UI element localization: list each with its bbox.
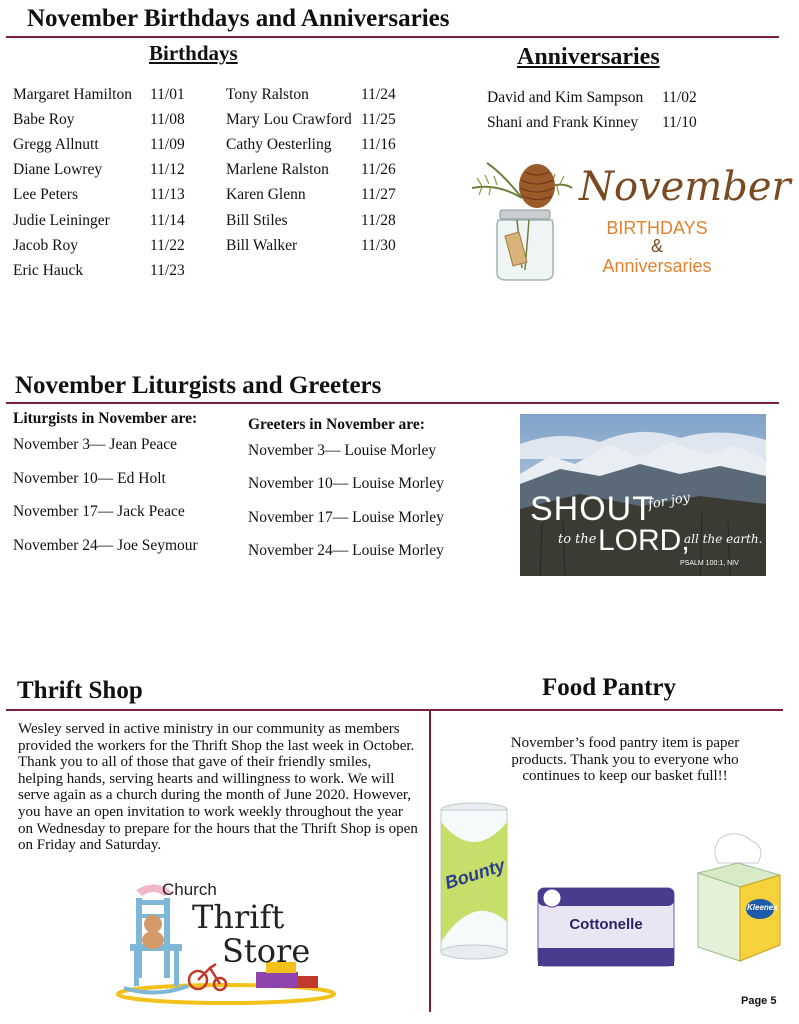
list-item [226,86,396,104]
list-item [226,186,396,204]
logo-church-text: Church [162,880,217,899]
list-item: November 10— Louise Morley [248,475,444,493]
list-item [226,161,396,179]
person-name: Cathy Oesterling [226,136,332,154]
person-name: Karen Glenn [226,186,306,204]
graphic-anniversaries-label: Anniversaries [602,256,712,276]
list-item [226,236,396,255]
shout-for-joy-image [520,414,766,576]
person-name: Eric Hauck [13,261,84,279]
date-value: 11/28 [361,211,396,229]
person-name: Marlene Ralston [226,161,329,179]
bounty-paper-towel-image [438,802,510,960]
kleenex-label: Kleenex [747,903,778,912]
graphic-ampersand: & [650,236,663,256]
date-value: 11/30 [361,236,396,254]
date-value: 11/02 [662,89,697,106]
thrift-shop-title: Thrift Shop [17,677,143,704]
logo-store-text: Store [222,932,311,970]
list-item: November 3— Louise Morley [248,442,437,459]
cottonelle-image [536,882,676,968]
thrift-shop-paragraph: Wesley served in active ministry in our community as members provided the workers for the Thrift Shop the last week in October. Thank you to all of those that gave of their friendly smiles, helping hands, serving hearts and willingness to work. We will serve again as a church during the month of June 2020. However, you have an open invitation to work weekly throughout the year on Wednesday to prepare for the hours that the Thrift Shop is open on Friday and Saturday. [18,721,418,854]
bottom-divider [6,709,783,711]
liturgists-heading: Liturgists in November are: [13,410,198,427]
date-value: 11/01 [150,86,185,103]
food-pantry-paragraph: November’s food pantry item is paper products. Thank you to everyone who continues to keep our basket full!! [510,735,740,785]
date-value: 11/23 [150,261,185,279]
liturgists-section-title: November Liturgists and Greeters [15,372,382,399]
person-name: Bill Stiles [226,211,288,229]
liturgists-divider [6,402,779,404]
kleenex-image [692,833,784,965]
person-name: Judie Leininger [13,211,110,229]
page-title: November Birthdays and Anniversaries [27,5,450,32]
greeters-heading: Greeters in November are: [248,416,425,433]
person-name: Gregg Allnutt [13,136,99,154]
date-value: 11/10 [662,114,697,131]
person-name: Shani and Frank Kinney [487,114,639,131]
list-item: November 24— Joe Seymour [13,536,198,554]
person-name: Bill Walker [226,236,298,254]
list-item [13,236,185,255]
food-pantry-title: Food Pantry [542,674,677,701]
list-item [226,111,396,129]
date-value: 11/09 [150,136,185,154]
list-item [487,114,697,132]
date-value: 11/16 [361,136,396,154]
anniversaries-heading: Anniversaries [517,44,660,70]
list-item [226,211,396,230]
list-item [13,136,185,154]
november-script-word: November [579,164,791,210]
shout-word: SHOUT [530,490,654,528]
tissue-box-icon [692,833,784,965]
column-divider [429,711,431,1012]
person-name: Diane Lowrey [13,161,103,179]
date-value: 11/13 [150,186,185,204]
bounty-label: Bounty [442,854,508,894]
for-joy-word: for joy [647,490,692,513]
date-value: 11/26 [361,161,396,179]
title-divider [6,36,779,38]
church-thrift-store-logo [116,880,336,1005]
person-name: Tony Ralston [226,86,309,103]
person-name: Babe Roy [13,111,75,129]
list-item: November 3— Jean Peace [13,436,177,453]
date-value: 11/14 [150,211,185,229]
list-item [13,186,185,204]
november-graphic [467,158,791,283]
person-name: Mary Lou Crawford [226,111,352,129]
list-item: November 24— Louise Morley [248,541,444,559]
all-the-earth-word: all the earth. [684,532,763,546]
date-value: 11/25 [361,111,396,129]
date-value: 11/24 [361,86,396,103]
list-item [13,111,185,129]
page-number: Page 5 [741,995,777,1007]
mason-jar-pinecone-icon [467,158,577,283]
psalm-reference: PSALM 100:1, NIV [680,560,739,567]
list-item: November 10— Ed Holt [13,469,166,487]
list-item [13,161,185,179]
person-name: Lee Peters [13,186,78,204]
list-item [13,211,185,230]
graphic-birthdays-label: BIRTHDAYS [606,218,708,238]
date-value: 11/27 [361,186,396,204]
date-value: 11/22 [150,236,185,254]
person-name: Jacob Roy [13,236,79,254]
list-item: November 17— Louise Morley [248,508,444,526]
date-value: 11/08 [150,111,185,129]
date-value: 11/12 [150,161,185,179]
list-item: November 17— Jack Peace [13,503,185,520]
logo-thrift-text: Thrift [192,898,285,936]
birthdays-heading: Birthdays [149,41,238,65]
list-item [13,86,185,104]
list-item [13,261,185,280]
list-item [487,89,697,107]
person-name: David and Kim Sampson [487,89,644,106]
list-item [226,136,396,154]
person-name: Margaret Hamilton [13,86,132,103]
lord-word: LORD, [598,524,690,557]
cottonelle-label: Cottonelle [569,916,643,933]
to-the-word: to the [558,532,597,547]
